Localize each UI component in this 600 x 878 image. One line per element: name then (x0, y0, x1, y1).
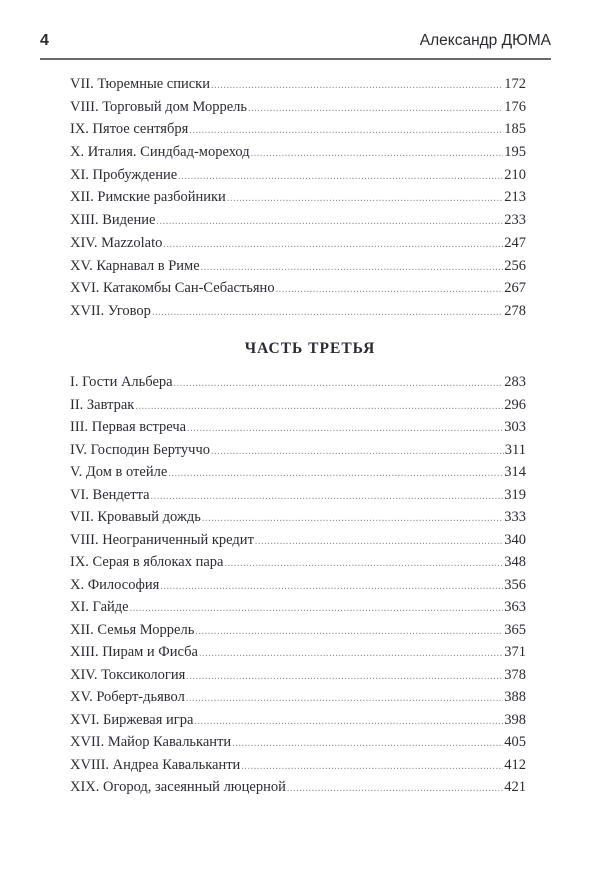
toc-entry-page: 333 (504, 509, 526, 525)
toc-entry-title: IX. Пятое сентября (70, 121, 189, 138)
toc-entry-title: X. Философия (70, 576, 160, 593)
toc-entry-page: 421 (504, 779, 526, 795)
dot-leader (186, 688, 503, 711)
toc-entry-page: 256 (504, 257, 526, 274)
toc-entry-title: XVII. Уговор (70, 302, 151, 319)
toc-entry-title: IV. Господин Бертуччо (70, 441, 211, 458)
toc-entry (70, 118, 526, 141)
toc-entry-title: VIII. Неограниченный кредит (70, 531, 254, 548)
toc-entry (70, 596, 526, 619)
toc-entry-title: XII. Семья Моррель (70, 621, 195, 638)
dot-leader (202, 508, 503, 531)
dot-leader (163, 234, 503, 257)
toc-entry (70, 164, 526, 187)
toc-entry-page: 348 (504, 554, 526, 570)
toc-entry-title: XIX. Огород, засеянный люцерной (70, 779, 286, 795)
toc-entry-page: 296 (504, 396, 526, 413)
toc-entry-page: 378 (504, 666, 526, 683)
dot-leader (160, 576, 503, 599)
dot-leader (151, 486, 504, 509)
toc-entry-title: XIII. Пирам и Фисба (70, 644, 198, 660)
toc-entry-title: XVI. Катакомбы Сан-Себастьяно (70, 280, 275, 297)
toc-entry-page: 412 (504, 756, 526, 773)
dot-leader (156, 211, 503, 234)
toc-entry-title: VIII. Торговый дом Моррель (70, 98, 248, 115)
toc-entry (70, 619, 526, 642)
toc-entry (70, 686, 526, 709)
dot-leader (189, 120, 503, 143)
toc-entry (70, 439, 526, 462)
toc-entry (70, 141, 526, 164)
dot-leader (174, 373, 504, 396)
dot-leader (287, 778, 503, 801)
toc-entry-title: XVIII. Андреа Кавальканти (70, 756, 241, 773)
toc-entry-page: 405 (504, 734, 526, 750)
dot-leader (195, 621, 503, 644)
dot-leader (251, 143, 504, 166)
header-rule (40, 58, 551, 60)
dot-leader (211, 75, 503, 98)
running-head (40, 30, 551, 54)
toc-entry (70, 484, 526, 507)
toc-entry-title: XI. Гайде (70, 599, 129, 615)
dot-leader (201, 257, 504, 280)
toc-entry (70, 664, 526, 687)
toc-entry-title: V. Дом в отейле (70, 464, 168, 480)
toc-entry-title: XVI. Биржевая игра (70, 711, 194, 728)
toc-entry (70, 416, 526, 439)
toc-entry-page: 314 (504, 464, 526, 480)
toc-entry-page: 278 (504, 302, 526, 319)
toc-entry-page: 267 (504, 280, 526, 297)
toc-entry (70, 394, 526, 417)
toc-entry-title: IX. Серая в яблоках пара (70, 554, 224, 570)
toc-entry-title: XV. Роберт-дьявол (70, 689, 185, 705)
toc-entry (70, 776, 526, 799)
dot-leader (168, 463, 503, 486)
toc-entry-page: 371 (504, 644, 526, 660)
dot-leader (130, 598, 504, 621)
toc-entry-title: XI. Пробуждение (70, 166, 178, 183)
toc-entry-page: 311 (504, 441, 526, 458)
toc-entry-page: 176 (504, 98, 526, 115)
toc-entry (70, 506, 526, 529)
toc-entry-page: 363 (504, 599, 526, 615)
toc-entry (70, 551, 526, 574)
dot-leader (241, 756, 503, 779)
toc-entry (70, 277, 526, 300)
dot-leader (248, 98, 503, 121)
part-heading: ЧАСТЬ ТРЕТЬЯ (244, 340, 376, 357)
toc-entry-title: II. Завтрак (70, 396, 135, 413)
toc-entry-page: 365 (504, 621, 526, 638)
toc-entry-title: VII. Кровавый дождь (70, 509, 201, 525)
dot-leader (199, 643, 503, 666)
dot-leader (276, 279, 504, 302)
toc-entry (70, 709, 526, 732)
toc-entry-page: 356 (504, 576, 526, 593)
toc-entry (70, 96, 526, 119)
dot-leader (227, 188, 503, 211)
toc-entry-page: 195 (504, 144, 526, 161)
toc-entry-page: 233 (504, 212, 526, 229)
running-head-author: Александр ДЮМА (419, 32, 551, 49)
toc-entry (70, 232, 526, 255)
toc-entry-page: 319 (504, 486, 526, 503)
page-number: 4 (40, 32, 49, 49)
toc-entry (70, 255, 526, 278)
toc-entry (70, 731, 526, 754)
toc-entry (70, 73, 526, 96)
toc-entry (70, 186, 526, 209)
toc-entry-title: VII. Тюремные списки (70, 76, 210, 92)
toc-entry-page: 340 (504, 531, 526, 548)
dot-leader (232, 733, 503, 756)
toc-entry (70, 209, 526, 232)
toc-entry-title: X. Италия. Синдбад-мореход (70, 144, 250, 161)
toc-entry-page: 210 (504, 166, 526, 183)
toc-entry-title: III. Первая встреча (70, 419, 187, 435)
toc-entry-page: 283 (504, 374, 526, 390)
toc-entry-title: XV. Карнавал в Риме (70, 257, 200, 274)
toc-entry (70, 754, 526, 777)
dot-leader (224, 553, 503, 576)
toc-entry-page: 303 (504, 419, 526, 435)
toc-part2-list (70, 73, 526, 323)
toc-entry-page: 247 (504, 234, 526, 251)
toc-entry-title: VI. Вендетта (70, 486, 150, 503)
toc-entry-title: XIII. Видение (70, 212, 156, 229)
toc-part3-list (70, 371, 526, 799)
toc-entry-title: XIV. Токсикология (70, 666, 186, 683)
dot-leader (135, 396, 503, 419)
dot-leader (187, 418, 503, 441)
dot-leader (186, 666, 503, 689)
dot-leader (211, 441, 504, 464)
toc-entry-page: 172 (504, 76, 526, 92)
toc-entry-page: 398 (504, 711, 526, 728)
toc-entry (70, 574, 526, 597)
toc-entry (70, 529, 526, 552)
toc-entry (70, 641, 526, 664)
toc-entry (70, 461, 526, 484)
toc-entry-page: 185 (504, 121, 526, 138)
toc-entry-title: I. Гости Альбера (70, 374, 173, 390)
toc-entry-title: XII. Римские разбойники (70, 189, 226, 206)
toc-entry-page: 388 (504, 689, 526, 705)
dot-leader (194, 711, 503, 734)
toc-entry-page: 213 (504, 189, 526, 206)
dot-leader (178, 166, 503, 189)
toc-entry (70, 371, 526, 394)
dot-leader (152, 302, 503, 325)
toc-entry-title: XIV. Mazzolato (70, 234, 163, 251)
dot-leader (255, 531, 503, 554)
toc-entry-title: XVII. Майор Кавальканти (70, 734, 232, 750)
toc-entry (70, 300, 526, 323)
